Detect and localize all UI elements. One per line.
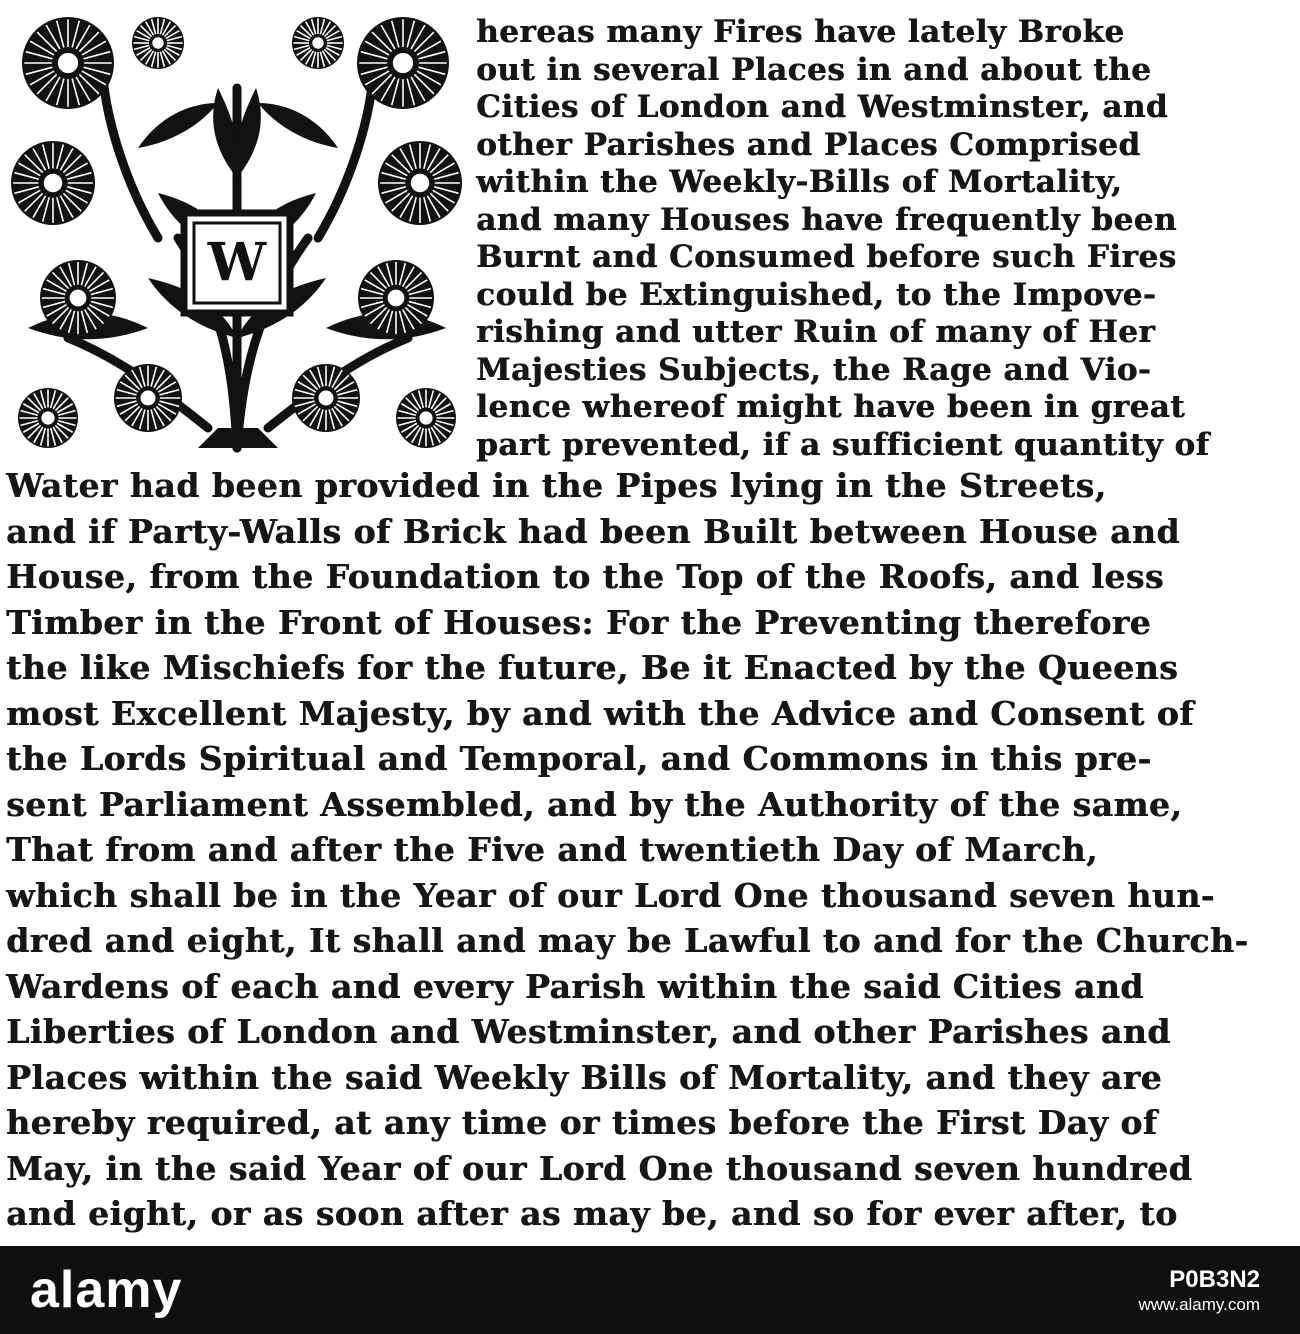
text-line: That from and after the Five and twentieth Day of March, [6, 830, 1098, 869]
text-line: Burnt and Consumed before such Fires [476, 239, 1177, 275]
text-line: the Lords Spiritual and Temporal, and Commons in this pre- [6, 739, 1152, 778]
initial-letter: W [207, 232, 267, 293]
text-line: most Excellent Majesty, by and with the Advice and Consent of [6, 693, 1194, 733]
text-line: and many Houses have frequently been [476, 201, 1177, 238]
alamy-logo: alamy [30, 1261, 183, 1319]
text-line: Liberties of London and Westminster, and other Parishes and [6, 1012, 1171, 1051]
floral-ornament-icon [8, 8, 466, 462]
stock-watermark-bar [0, 1246, 1300, 1334]
text-line: lence whereof might have been in great [476, 389, 1185, 425]
text-line: Wardens of each and every Parish within the said Cities and [6, 966, 1144, 1006]
text-line: Majesties Subjects, the Rage and Vio- [476, 351, 1152, 388]
text-line: other Parishes and Places Comprised [476, 126, 1141, 163]
text-line: Places within the said Weekly Bills of Mortality, and they are [6, 1057, 1163, 1097]
image-id: P0B3N2 [1169, 1266, 1260, 1293]
text-line: could be Extinguished, to the Impove- [476, 276, 1157, 313]
decorated-initial-w [8, 8, 466, 462]
text-line: May, in the said Year of our Lord One thousand seven hundred [6, 1148, 1193, 1188]
text-line: Timber in the Front of Houses: For the Preventing therefore [6, 602, 1151, 642]
text-line: within the Weekly-Bills of Mortality, [476, 164, 1123, 200]
text-line: out in several Places in and about the [476, 51, 1152, 88]
text-line: sent Parliament Assembled, and by the Authority of the same, [6, 784, 1183, 824]
text-line: House, from the Foundation to the Top of the Roofs, and less [6, 557, 1164, 596]
image-id-block [1138, 1266, 1260, 1316]
text-line: dred and eight, It shall and may be Lawful to and for the Church- [6, 921, 1249, 960]
text-line: hereas many Fires have lately Broke [476, 14, 1125, 50]
text-line: and eight, or as soon after as may be, and so for ever after, to [6, 1194, 1178, 1233]
text-line: hereby required, at any time or times before the First Day of [6, 1103, 1158, 1142]
watermark-url: www.alamy.com [1138, 1295, 1260, 1314]
text-line: Water had been provided in the Pipes lying in the Streets, [6, 466, 1107, 505]
text-line: the like Mischiefs for the future, Be it Enacted by the Queens [6, 648, 1179, 687]
text-line: and if Party-Walls of Brick had been Built between House and [6, 511, 1180, 551]
text-line: which shall be in the Year of our Lord One thousand seven hun- [6, 875, 1215, 915]
text-line: Cities of London and Westminster, and [476, 89, 1168, 125]
text-line: rishing and utter Ruin of many of Her [476, 314, 1156, 350]
text-line: part prevented, if a sufficient quantity of [476, 426, 1210, 463]
